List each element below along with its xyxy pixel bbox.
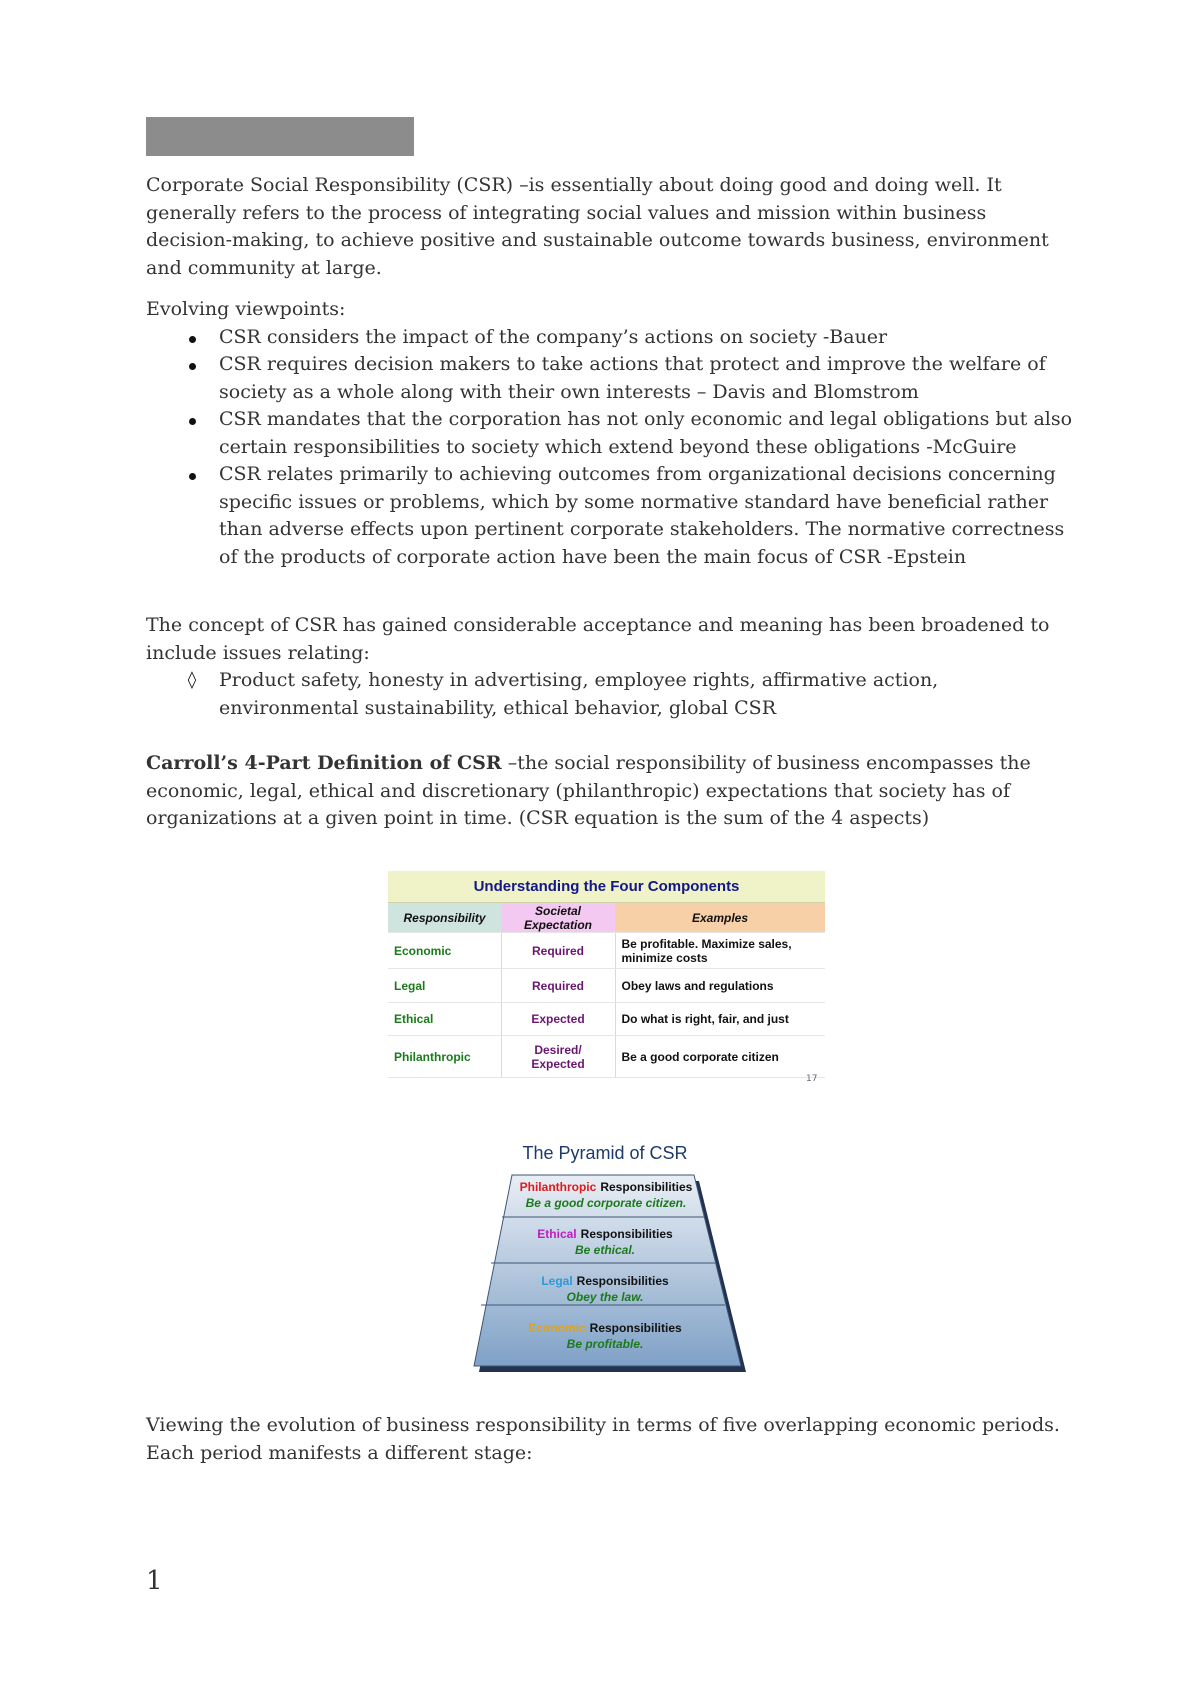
header-responsibility: Responsibility — [388, 903, 501, 933]
list-item: ◊ Product safety, honesty in advertising, employee rights, affirmative action, environmental sustainability, ethical behavior, global CSR — [146, 667, 1076, 722]
diamond-bullet-icon: ◊ — [187, 670, 197, 690]
header-examples: Examples — [615, 903, 825, 933]
header-societal-expectation: Societal Expectation — [501, 903, 615, 933]
closing-paragraph: Viewing the evolution of business responsibility in terms of five overlapping economic periods. Each period manifests a different stage: — [146, 1414, 1060, 1464]
svg-text:LegalResponsibilities: Legal Responsibilities — [541, 1274, 669, 1288]
concept-section — [146, 612, 1076, 722]
list-item: CSR requires decision makers to take actions that protect and improve the welfare of society as a whole along with their own interests – Davis and Blomstrom — [146, 351, 1076, 406]
csr-pyramid-svg — [415, 1130, 795, 1376]
list-item: CSR mandates that the corporation has not only economic and legal obligations but also certain responsibilities to society which extend beyond these obligations -McGuire — [146, 406, 1076, 461]
svg-text:Be a good corporate citizen.: Be a good corporate citizen. — [525, 1196, 687, 1210]
carroll-definition — [146, 750, 1076, 833]
carroll-definition-title: Carroll’s 4-Part Definition of CSR — [146, 752, 502, 774]
svg-text:PhilanthropicResponsibilities: Philanthropic Responsibilities — [519, 1180, 693, 1194]
viewpoints-section — [146, 296, 1076, 571]
page-number: 1 — [146, 1566, 163, 1596]
viewpoints-heading: Evolving viewpoints: — [146, 298, 346, 320]
bullet-dot-icon — [182, 324, 202, 352]
csr-pyramid-figure — [415, 1130, 795, 1376]
bullet-dot-icon — [182, 351, 202, 379]
table-row: Legal Required Obey laws and regulations — [388, 969, 825, 1003]
redacted-title-block — [146, 117, 414, 156]
table-row: Economic Required Be profitable. Maximize sales, minimize costs — [388, 933, 825, 969]
bullet-dot-icon — [182, 461, 202, 489]
pyramid-title: The Pyramid of CSR — [522, 1143, 688, 1163]
table-corner-mark: 17 — [806, 1074, 818, 1084]
intro-paragraph: Corporate Social Responsibility (CSR) –is essentially about doing good and doing well. It generally refers to the process of integrating social values and mission within business decision-making, to achieve positive and sustainable outcome towards business, environment and community at large. — [146, 174, 1049, 279]
table-row: Philanthropic Desired/ Expected Be a good corporate citizen — [388, 1036, 825, 1078]
table-row: Ethical Expected Do what is right, fair, and just — [388, 1003, 825, 1036]
svg-text:Obey the law.: Obey the law. — [566, 1290, 644, 1304]
four-components-table-figure — [388, 871, 825, 1077]
svg-text:Be ethical.: Be ethical. — [574, 1243, 636, 1257]
carroll-definition-text: –the social responsibility of business encompasses the economic, legal, ethical and discretionary (philanthropic) expectations that society has of organizations at a given point in time. (CSR equation is the sum of the 4 aspects) — [146, 752, 1031, 829]
list-item: CSR considers the impact of the company’s actions on society -Bauer — [146, 324, 1076, 352]
table-title: Understanding the Four Components — [388, 871, 825, 903]
four-components-table — [388, 871, 825, 1078]
list-item: CSR relates primarily to achieving outcomes from organizational decisions concerning specific issues or problems, which by some normative standard have beneficial rather than adverse effects upon pertinent corporate stakeholders. The normative correctness of the products of corporate action have been the main focus of CSR -Epstein — [146, 461, 1076, 571]
concept-paragraph: The concept of CSR has gained considerable acceptance and meaning has been broadened to include issues relating: — [146, 614, 1050, 664]
bullet-dot-icon — [182, 406, 202, 434]
svg-text:EconomicResponsibilities: Economic Responsibilities — [528, 1321, 682, 1335]
concept-list — [146, 667, 1076, 722]
svg-text:Be profitable.: Be profitable. — [566, 1337, 644, 1351]
svg-text:EthicalResponsibilities: Ethical Responsibilities — [537, 1227, 673, 1241]
viewpoints-list — [146, 324, 1076, 572]
